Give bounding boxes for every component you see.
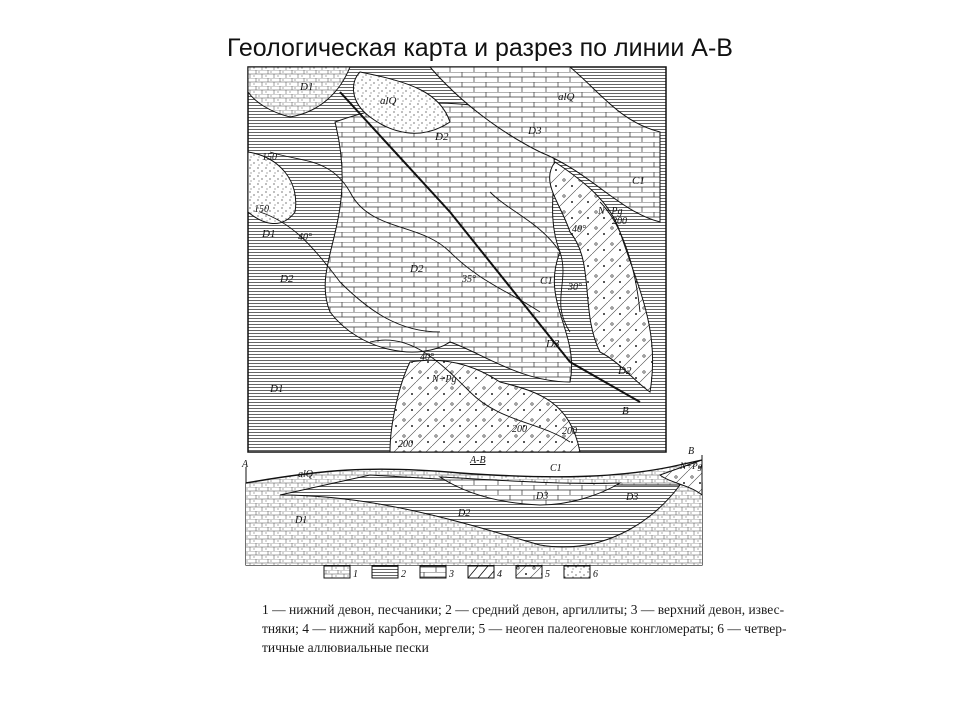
- map-label-d2-d: D2: [618, 365, 632, 377]
- map-label-d2-b: D2: [280, 273, 294, 285]
- svg-text:6: 6: [593, 569, 598, 580]
- map-contour-label: 200: [562, 426, 577, 437]
- map-label-alq-a: alQ: [380, 95, 397, 107]
- legend-item-1: [324, 566, 358, 580]
- map-dip-label: 40°: [572, 224, 586, 235]
- map-label-c1-a: C1: [632, 175, 645, 187]
- section-label: N+Pg: [680, 461, 703, 471]
- svg-text:2: 2: [401, 569, 406, 580]
- section-title: A-B: [470, 455, 486, 466]
- map-label-d2-c: D2: [410, 263, 424, 275]
- map-label-d3-b: D3: [546, 338, 560, 350]
- map-label-npg-a: N+Pg: [598, 206, 623, 217]
- svg-text:3: 3: [449, 569, 454, 580]
- slide-title: Геологическая карта и разрез по линии А-В: [227, 34, 733, 62]
- map-dip-label: 35°: [462, 274, 476, 285]
- caption-line: тичные аллювиальные пески: [262, 640, 429, 655]
- map-label-d2-a: D2: [435, 131, 449, 143]
- section-label: D3: [536, 491, 549, 502]
- map-label-d3-a: D3: [528, 125, 542, 137]
- svg-text:4: 4: [497, 569, 502, 580]
- map-contour-label: 150: [254, 204, 269, 215]
- map-label-d1-b: D1: [262, 228, 276, 240]
- map-dip-label: 40°: [420, 352, 434, 363]
- map-contour-label: 200: [398, 439, 413, 450]
- section-end-left: А: [242, 459, 249, 470]
- legend-item-4: [468, 566, 502, 580]
- map-dip-label: 40°: [298, 232, 312, 243]
- caption-line: 1 — нижний девон, песчаники; 2 — средний девон, аргиллиты; 3 — верхний девон, извес-: [262, 602, 785, 617]
- map-label-alq-b: alQ: [558, 91, 575, 103]
- section-label: alQ: [298, 469, 313, 480]
- section-label: D2: [458, 508, 471, 519]
- map-contour-label: 200: [612, 216, 627, 227]
- legend-item-3: [420, 566, 454, 580]
- map-label-c1-b: C1: [540, 275, 553, 287]
- svg-text:5: 5: [545, 569, 550, 580]
- legend-item-2: [372, 566, 406, 580]
- map-contour-label: 150: [262, 152, 277, 163]
- map-label-d1-c: D1: [270, 383, 284, 395]
- legend-item-6: [564, 566, 598, 580]
- legend: [322, 562, 622, 582]
- map-line-end-label: В: [622, 405, 629, 417]
- caption-line: тняки; 4 — нижний карбон, мергели; 5 — неоген палеогеновые конгломераты; 6 — четвер-: [262, 621, 787, 636]
- geological-map: [240, 62, 670, 457]
- legend-caption: [262, 600, 802, 657]
- section-label: D3: [626, 492, 639, 503]
- legend-item-5: [516, 566, 550, 580]
- section-label: D1: [295, 515, 308, 526]
- map-contour-label: 200: [512, 424, 527, 435]
- map-dip-label: 30°: [568, 282, 582, 293]
- map-label-npg-b: N+Pg: [432, 374, 457, 385]
- section-label: C1: [550, 463, 562, 474]
- map-label-d1-a: D1: [300, 81, 314, 93]
- section-end-right: В: [688, 446, 695, 457]
- svg-text:1: 1: [353, 569, 358, 580]
- cross-section: [240, 446, 710, 570]
